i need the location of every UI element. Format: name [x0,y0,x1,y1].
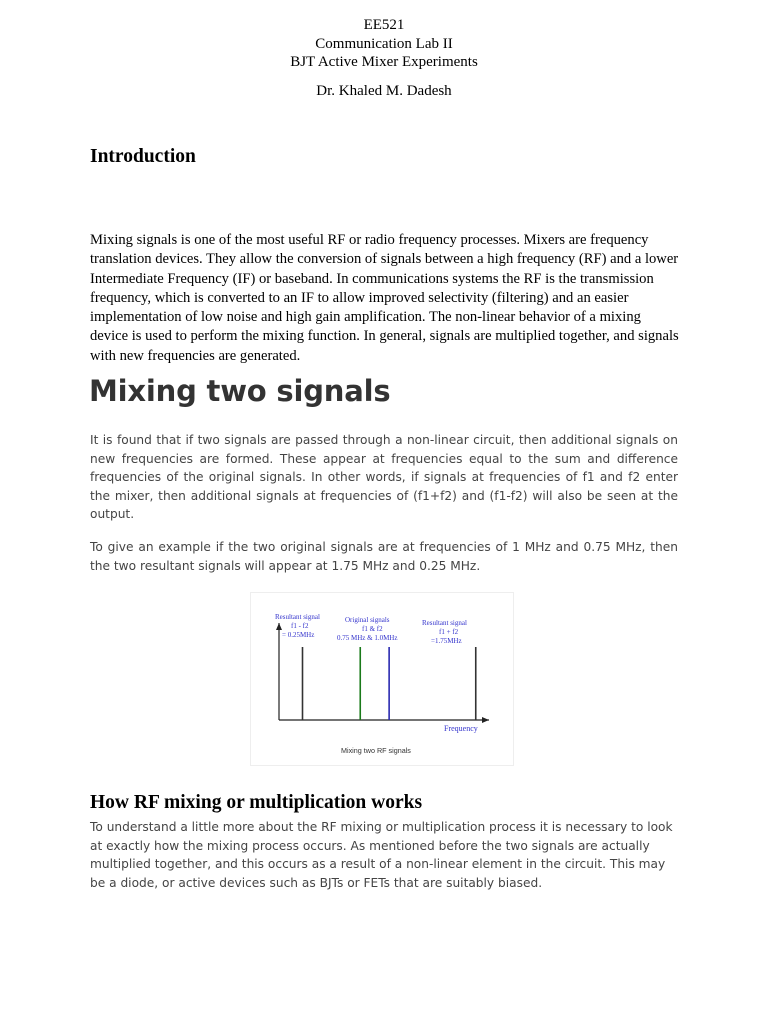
how-paragraph: To understand a little more about the RF mixing or multiplication process it is necessary to look at exactly how the mixing process occurs. As mentioned before the two signals are actually multiplied together, and this occurs as a result of a non-linear element in the circuit. This may be a diode, or active devices such as BJTs or FETs that are suitably biased. [90,820,673,890]
middle-label-line1: Original signals [345,616,390,624]
introduction-paragraph: Mixing signals is one of the most useful RF or radio frequency processes. Mixers are frequency translation devices. They allow the conversion of signals between a high frequency (RF) and a lower Intermediate Frequency (IF) or baseband. In communications systems the RF is the transmission frequency, which is converted to an IF to allow improved selectivity (filtering) and an easier implementation of low noise and high gain amplification. The non-linear behavior of a mixing device is used to perform the mixing function. In general, signals are multiplied together, and signals with new frequencies are generated. [90,232,679,364]
document-header [0,16,768,100]
mixing-figure [250,592,514,766]
left-label-line1: Resultant signal [275,613,320,621]
experiment-title: BJT Active Mixer Experiments [290,54,478,70]
middle-label-line3: 0.75 MHz & 1.0MHz [337,634,398,642]
course-code: EE521 [363,17,405,33]
signal-labels [275,613,478,733]
left-label-line2: f1 - f2 [291,622,309,630]
left-label-line3: = 0.25MHz [282,631,315,639]
axis-label: Frequency [444,724,478,733]
introduction-heading: Introduction [90,146,196,167]
spectrum-diagram [251,593,513,765]
how-heading: How RF mixing or multiplication works [90,792,423,813]
mixing-heading: Mixing two signals [89,374,391,408]
signal-lines [303,647,476,720]
right-label-line1: Resultant signal [422,619,467,627]
middle-label-line2: f1 & f2 [362,625,383,633]
right-label-line3: =1.75MHz [431,637,462,645]
mixing-paragraph-1: It is found that if two signals are passed through a non-linear circuit, then additional signals on new frequencies are formed. These appear at frequencies equal to the sum and difference frequencies of the original signals. In other words, if signals at frequencies of f1 and f2 enter the mixer, then additional signals at frequencies of (f1+f2) and (f1-f2) will also be seen at the output. [90,433,678,522]
lab-title: Communication Lab II [315,35,453,52]
author-name: Dr. Khaled M. Dadesh [316,82,452,99]
mixing-paragraph-2: To give an example if the two original signals are at frequencies of 1 MHz and 0.75 MHz, then the two resultant signals will appear at 1.75 MHz and 0.25 MHz. [90,540,678,573]
figure-caption: Mixing two RF signals [341,746,411,755]
right-label-line2: f1 + f2 [439,628,459,636]
